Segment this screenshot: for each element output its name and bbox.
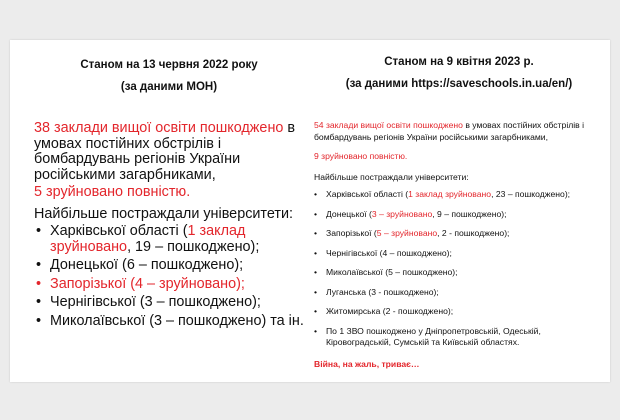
left-intro-count: 38 заклади вищої освіти пошкоджено [34,120,284,136]
item-text: Миколаївської (3 – пошкоджено) та ін. [50,312,304,329]
bullet-icon: • [314,286,318,297]
right-header-date: Станом на 9 квітня 2023 р. [384,56,534,68]
item-text: Луганська (3 - пошкоджено); [326,286,439,297]
item-text: Житомирська (2 - пошкоджено); [326,306,454,316]
item-text-post: , 19 – пошкоджено); [127,238,260,255]
item-text: Миколаївської (5 – пошкоджено); [326,267,458,277]
item-text-red: 1 заклад зруйновано [408,189,492,199]
list-item [314,267,604,279]
list-item [34,277,304,293]
item-text-post: , 2 - пошкоджено); [437,228,510,238]
right-destroyed-count: 9 зруйновано повністю. [314,151,408,161]
list-item [314,326,604,349]
item-text-post: , 9 – пошкоджено); [432,208,507,219]
item-text-post: , 23 – пошкоджено); [491,189,571,199]
list-item [314,306,604,318]
bullet-icon: • [314,325,318,336]
item-text-red: 3 – зруйновано [371,208,433,219]
bullet-icon: • [314,306,318,316]
item-text-red: Запорізької (4 – зруйновано); [50,275,245,292]
item-text-red: 1 заклад зруйновано [50,223,246,255]
slide [10,40,610,382]
list-item [34,314,304,330]
bullet-icon: • [36,275,42,292]
left-intro [34,121,304,183]
item-text: Чернігівської (3 – пошкоджено); [50,294,261,310]
left-header [34,40,304,97]
right-column [314,40,604,370]
item-text: Харківської області ( [50,223,188,239]
bullet-icon: • [314,267,318,277]
left-body [34,121,304,329]
bullet-icon: • [314,247,318,258]
right-intro-count: 54 заклади вищої освіти пошкоджено [314,120,463,130]
right-body [314,120,604,370]
right-header-source: (за даними https://saveschools.in.ua/en/) [345,78,573,90]
bullet-icon: • [36,223,42,239]
right-university-list [314,189,604,349]
list-item [34,224,304,255]
right-list-heading: Найбільше постраждали університети: [314,171,469,182]
left-university-list [34,224,304,329]
list-item [314,248,604,260]
bullet-icon: • [36,312,42,329]
left-destroyed-count: 5 зруйновано повністю. [34,184,191,200]
list-item [34,258,304,274]
item-text: Донецької ( [326,208,372,219]
item-text-red: 5 – зруйновано [376,228,438,238]
list-item [34,295,304,311]
list-item [314,209,604,221]
bullet-icon: • [314,189,318,199]
left-header-source: (за даними МОН) [120,81,218,93]
list-item [314,287,604,299]
bullet-icon: • [36,294,42,310]
right-footer-note: Війна, на жаль, триває… [314,358,420,369]
left-header-date: Станом на 13 червня 2022 року [80,59,258,71]
item-text: Харківської області ( [326,189,409,199]
bullet-icon: • [36,257,42,273]
item-text: По 1 ЗВО пошкоджено у Дніпропетровській, Одеській, Кіровоградській, Сумській та Київській областях. [326,325,541,347]
left-intro-text: в умовах постійних обстрілів і бомбардувань регіонів України російськими загарбниками, [34,120,296,183]
right-header [314,40,604,94]
item-text: Чернігівської (4 – пошкоджено); [326,247,452,258]
bullet-icon: • [314,228,318,238]
right-intro [314,120,604,143]
item-text: Донецької (6 – пошкоджено); [50,257,244,273]
left-column [34,40,304,332]
list-item [314,189,604,201]
right-intro-text: в умовах постійних обстрілів і бомбардувань регіонів України російськими загарбниками, [314,120,585,142]
list-item [314,228,604,240]
left-list-heading: Найбільше постраждали університети: [34,205,294,222]
item-text: Запорізької ( [326,228,377,238]
bullet-icon: • [314,208,318,219]
